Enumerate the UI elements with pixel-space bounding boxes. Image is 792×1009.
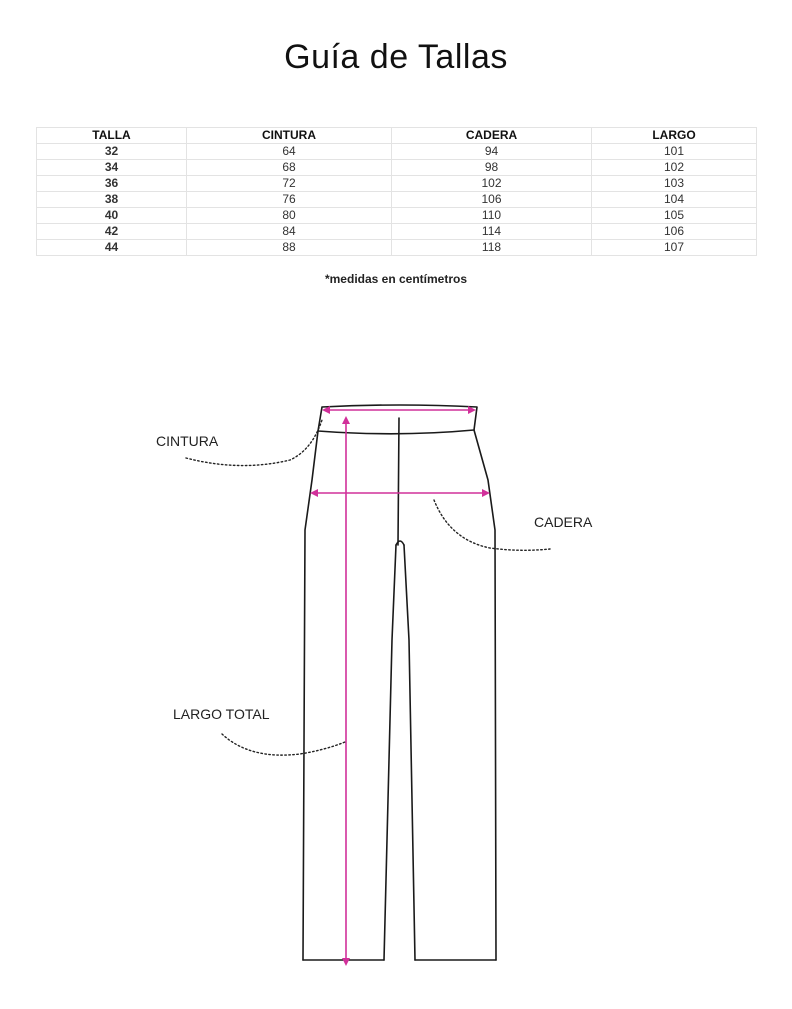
cell-largo: 107 [592,240,757,256]
label-cintura: CINTURA [156,433,219,449]
cell-talla: 42 [37,224,187,240]
cell-largo: 105 [592,208,757,224]
cell-cintura: 80 [187,208,392,224]
cell-talla: 38 [37,192,187,208]
pants-outline [303,405,496,960]
cell-cadera: 94 [392,144,592,160]
cell-cintura: 84 [187,224,392,240]
cell-cadera: 102 [392,176,592,192]
largo-leader [222,734,345,755]
center-seam [398,418,399,545]
cell-largo: 104 [592,192,757,208]
crotch [396,541,404,545]
page-title: Guía de Tallas [284,38,508,76]
cell-talla: 32 [37,144,187,160]
measurements [314,410,486,962]
cell-cadera: 118 [392,240,592,256]
header-cadera: CADERA [392,128,592,144]
cell-cintura: 76 [187,192,392,208]
header-largo: LARGO [592,128,757,144]
label-largo-total: LARGO TOTAL [173,706,270,722]
left-leg-outer [303,431,318,960]
cell-largo: 103 [592,176,757,192]
cell-cadera: 106 [392,192,592,208]
cell-cadera: 114 [392,224,592,240]
cell-talla: 44 [37,240,187,256]
right-leg-inner [404,545,415,960]
label-cadera: CADERA [534,514,593,530]
cell-cintura: 72 [187,176,392,192]
cell-cintura: 68 [187,160,392,176]
cell-cadera: 110 [392,208,592,224]
cell-cadera: 98 [392,160,592,176]
cell-talla: 34 [37,160,187,176]
right-leg-outer [474,430,496,960]
units-note: *medidas en centímetros [324,272,468,286]
header-cintura: CINTURA [187,128,392,144]
left-leg-inner [384,545,396,960]
cell-talla: 40 [37,208,187,224]
cell-cintura: 88 [187,240,392,256]
cell-largo: 106 [592,224,757,240]
cell-largo: 102 [592,160,757,176]
cell-talla: 36 [37,176,187,192]
cell-largo: 101 [592,144,757,160]
cell-cintura: 64 [187,144,392,160]
header-talla: TALLA [37,128,187,144]
